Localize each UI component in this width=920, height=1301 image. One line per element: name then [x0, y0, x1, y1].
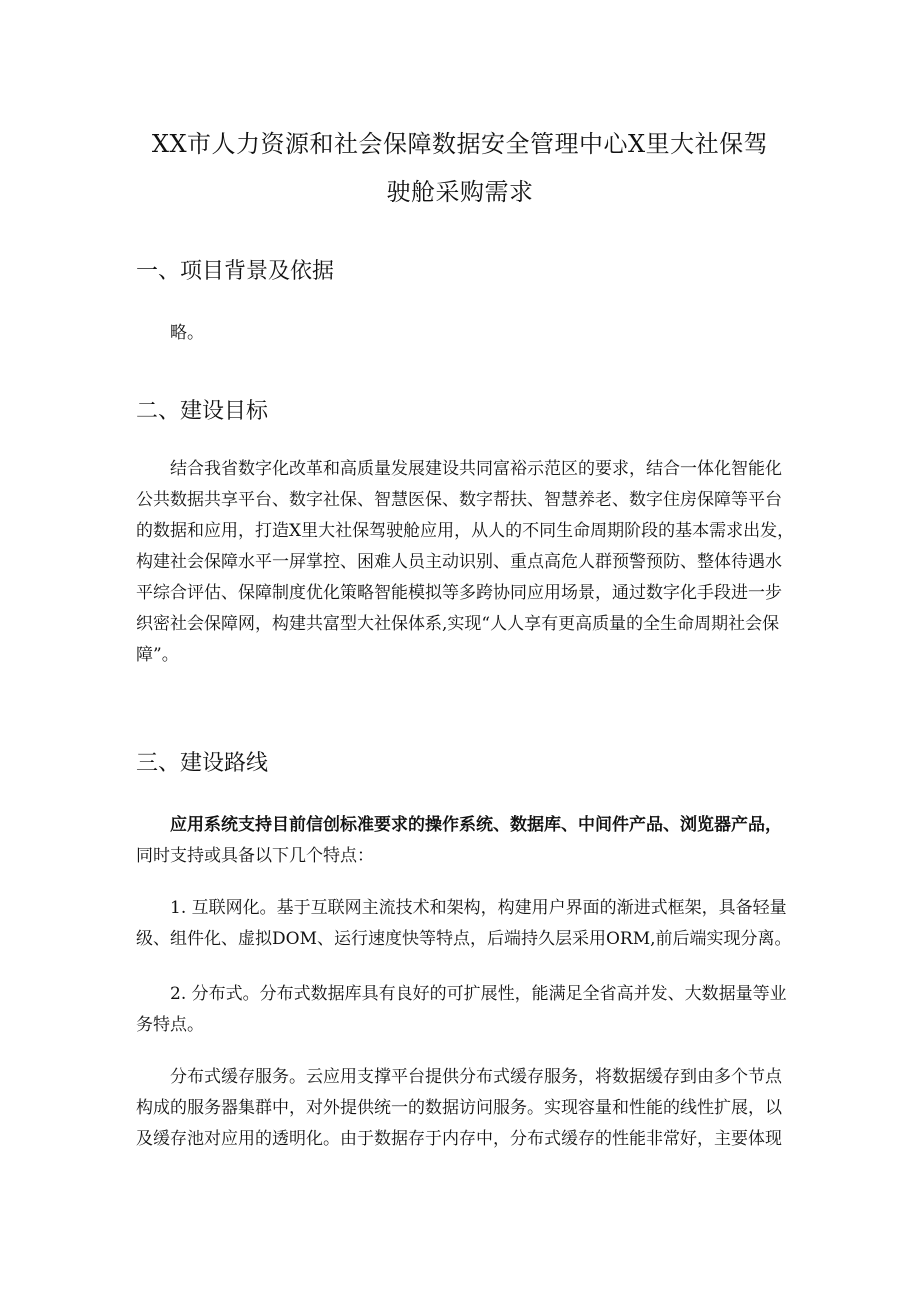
paragraph-line: 2. 分布式。分布式数据库具有良好的可扩展性，能满足全省高并发、大数据量等业: [170, 984, 787, 1004]
paragraph-line: 及缓存池对应用的透明化。由于数据存于内存中，分布式缓存的性能非常好，主要体现: [136, 1129, 782, 1149]
paragraph-line: 略。: [170, 323, 204, 343]
route-item-distributed: [136, 979, 794, 1041]
route-item-internet: [136, 893, 794, 955]
paragraph-line: 的数据和应用，打造X里大社保驾驶舱应用，从人的不同生命周期阶段的基本需求出发，: [136, 521, 795, 541]
paragraph-line: 级、组件化、虚拟DOM、运行速度快等特点，后端持久层采用ORM,前后端实现分离。: [136, 929, 792, 949]
paragraph-line: 织密社会保障网，构建共富型大社保体系,实现“人人享有更高质量的全生命周期社会保: [136, 614, 780, 634]
paragraph-line: 结合我省数字化改革和高质量发展建设共同富裕示范区的要求，结合一体化智能化: [170, 459, 782, 479]
section-heading-goal: 二、建设目标: [136, 399, 269, 424]
document-title-line-1: XX市人力资源和社会保障数据安全管理中心X里大社保驾: [151, 130, 769, 158]
paragraph-line: 构建社会保障水平一屏掌控、困难人员主动识别、重点高危人群预警预防、整体待遇水: [136, 552, 782, 572]
section-route-intro: [136, 810, 794, 872]
paragraph-line: 平综合评估、保障制度优化策略智能模拟等多跨协同应用场景，通过数字化手段进一步: [136, 583, 782, 603]
paragraph-line: 构成的服务器集群中，对外提供统一的数据访问服务。实现容量和性能的线性扩展，以: [136, 1098, 782, 1118]
route-item-cache: [136, 1062, 794, 1155]
paragraph-line: 公共数据共享平台、数字社保、智慧医保、数字帮扶、智慧养老、数字住房保障等平台: [136, 490, 782, 510]
section-goal-body: [136, 454, 794, 671]
section-background-body: [136, 318, 794, 349]
paragraph-line: 分布式缓存服务。云应用支撑平台提供分布式缓存服务，将数据缓存到由多个节点: [170, 1067, 782, 1087]
document-title-line-2: 驶舱采购需求: [386, 178, 534, 206]
paragraph-line: 务特点。: [136, 1015, 204, 1035]
paragraph-line: 障”。: [136, 645, 179, 665]
paragraph-line: 同时支持或具备以下几个特点：: [136, 846, 374, 866]
paragraph-line-bold: 应用系统支持目前信创标准要求的操作系统、数据库、中间件产品、浏览器产品，: [170, 815, 782, 835]
paragraph-line: 1. 互联网化。基于互联网主流技术和架构，构建用户界面的渐进式框架，具备轻量: [170, 898, 787, 918]
section-heading-background: 一、项目背景及依据: [136, 259, 335, 284]
section-heading-route: 三、建设路线: [136, 751, 269, 776]
